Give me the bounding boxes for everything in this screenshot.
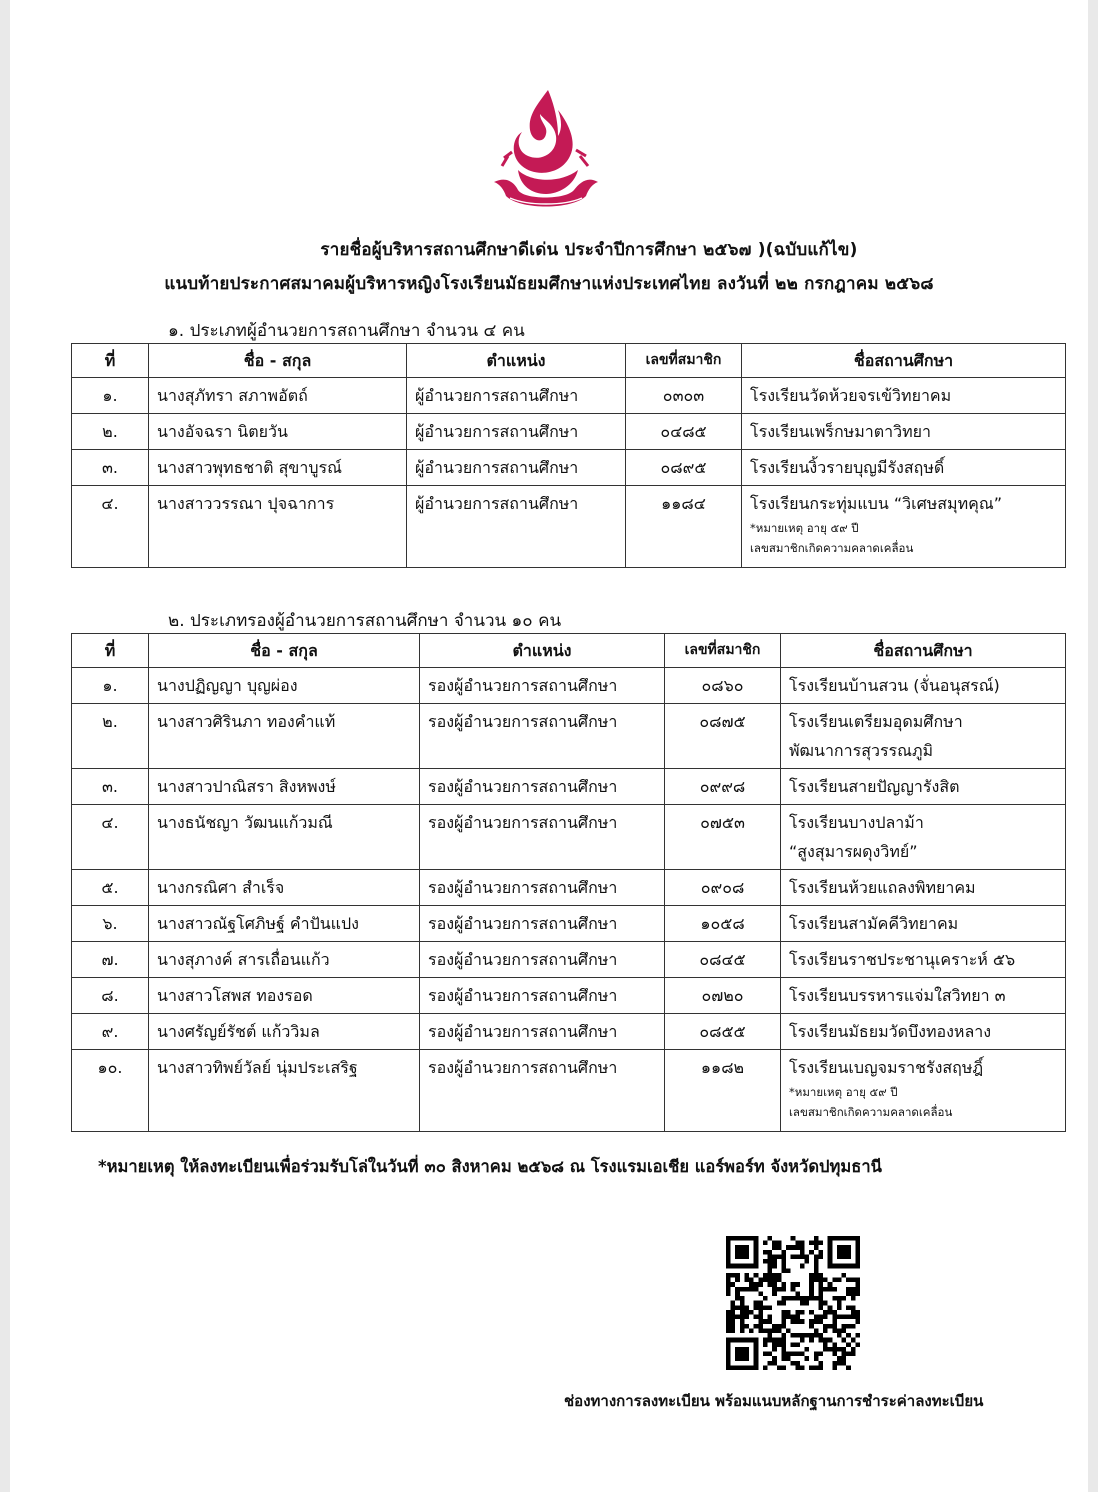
col-member: เลขที่สมาชิก: [665, 634, 781, 668]
table-row: ๑. นางปฏิญญา บุญผ่อง รองผู้อำนวยการสถานศึกษา ๐๘๖๐ โรงเรียนบ้านสวน (จั่นอนุสรณ์): [72, 668, 1066, 704]
table-row: ๕. นางกรณิศา สำเร็จ รองผู้อำนวยการสถานศึกษา ๐๙๐๘ โรงเรียนห้วยแถลงพิทยาคม: [72, 870, 1066, 906]
member-note: เลขสมาชิกเกิดความคลาดเคลื่อน: [750, 541, 914, 555]
table-header-row: [72, 344, 1066, 378]
section2-heading: ๒. ประเภทรองผู้อำนวยการสถานศึกษา จำนวน ๑๐ คน: [168, 611, 562, 631]
table-row: ๔. นางสาววรรณา ปุจฉาการ ผู้อำนวยการสถานศึกษา ๑๑๘๔ โรงเรียนกระทุ่มแบน “วิเศษสมุทคุณ” *หมายเหตุ อายุ ๕๙ ปี เลขสมาชิกเกิดความคลาดเคลื่อน: [72, 486, 1066, 568]
col-school: ชื่อสถานศึกษา: [742, 344, 1066, 378]
col-no: ที่: [72, 344, 149, 378]
registration-note: *หมายเหตุ ให้ลงทะเบียนเพื่อร่วมรับโล่ในวันที่ ๓๐ สิงหาคม ๒๕๖๘ ณ โรงแรมเอเชีย แอร์พอร์ท จังหวัดปทุมธานี: [98, 1157, 882, 1176]
table-row: ๑. นางสุภัทรา สภาพอัตถ์ ผู้อำนวยการสถานศึกษา ๐๓๐๓ โรงเรียนวัดห้วยจรเข้วิทยาคม: [72, 378, 1066, 414]
table-row: ๒. นางอัจฉรา นิตยวัน ผู้อำนวยการสถานศึกษา ๐๔๘๕ โรงเรียนเพร็กษมาตาวิทยา: [72, 414, 1066, 450]
col-no: ที่: [72, 634, 149, 668]
principal-table: [71, 343, 1066, 568]
table-row: ๖. นางสาวณัฐโศภิษฐ์ คำปันแปง รองผู้อำนวยการสถานศึกษา ๑๐๕๘ โรงเรียนสามัคคีวิทยาคม: [72, 906, 1066, 942]
association-logo: [488, 86, 603, 214]
col-name: ชื่อ - สกุล: [149, 344, 407, 378]
qr-caption: ช่องทางการลงทะเบียน พร้อมแนบหลักฐานการชำระค่าลงทะเบียน: [564, 1392, 984, 1410]
school-cell: โรงเรียนกระทุ่มแบน “วิเศษสมุทคุณ” *หมายเหตุ อายุ ๕๙ ปี เลขสมาชิกเกิดความคลาดเคลื่อน: [742, 486, 1066, 568]
school-cell: โรงเรียนบางปลาม้า “สูงสุมารผดุงวิทย์”: [781, 805, 1066, 870]
document-title: รายชื่อผู้บริหารสถานศึกษาดีเด่น ประจำปีการศึกษา ๒๕๖๗ )(ฉบับแก้ไข): [320, 240, 858, 260]
document-page: [10, 0, 1088, 1492]
table-row: ๘. นางสาวโสพส ทองรอด รองผู้อำนวยการสถานศึกษา ๐๗๒๐ โรงเรียนบรรหารแจ่มใสวิทยา ๓: [72, 978, 1066, 1014]
deputy-table: [71, 633, 1066, 1132]
table-header-row: [72, 634, 1066, 668]
col-position: ตำแหน่ง: [420, 634, 665, 668]
school-cell: โรงเรียนเตรียมอุดมศึกษา พัฒนาการสุวรรณภูมิ: [781, 704, 1066, 769]
table-row: ๙. นางศรัญย์รัชต์ แก้ววิมล รองผู้อำนวยการสถานศึกษา ๐๘๕๕ โรงเรียนมัธยมวัดบึงทองหลาง: [72, 1014, 1066, 1050]
document-subtitle: แนบท้ายประกาศสมาคมผู้บริหารหญิงโรงเรียนมัธยมศึกษาแห่งประเทศไทย ลงวันที่ ๒๒ กรกฎาคม ๒๕๖๘: [164, 274, 934, 294]
col-position: ตำแหน่ง: [407, 344, 626, 378]
section1-heading: ๑. ประเภทผู้อำนวยการสถานศึกษา จำนวน ๔ คน: [168, 321, 525, 341]
table-row: ๒. นางสาวศิรินภา ทองคำแท้ รองผู้อำนวยการสถานศึกษา ๐๘๗๕ โรงเรียนเตรียมอุดมศึกษา พัฒนาการสุวรรณภูมิ: [72, 704, 1066, 769]
table-row: ๓. นางสาวปาณิสรา สิงหพงษ์ รองผู้อำนวยการสถานศึกษา ๐๙๙๘ โรงเรียนสายปัญญารังสิต: [72, 769, 1066, 805]
col-member: เลขที่สมาชิก: [626, 344, 742, 378]
table-row: ๗. นางสุภางค์ สารเถื่อนแก้ว รองผู้อำนวยการสถานศึกษา ๐๘๔๕ โรงเรียนราชประชานุเคราะห์ ๕๖: [72, 942, 1066, 978]
qr-code-icon[interactable]: [726, 1236, 860, 1370]
school-cell: โรงเรียนเบญจมราชรังสฤษฎิ์ *หมายเหตุ อายุ ๕๙ ปี เลขสมาชิกเกิดความคลาดเคลื่อน: [781, 1050, 1066, 1132]
age-note: *หมายเหตุ อายุ ๕๙ ปี: [789, 1085, 898, 1099]
table-row: ๓. นางสาวพุทธชาติ สุขาบูรณ์ ผู้อำนวยการสถานศึกษา ๐๘๙๕ โรงเรียนงิ้วรายบุญมีรังสฤษดิ์: [72, 450, 1066, 486]
col-school: ชื่อสถานศึกษา: [781, 634, 1066, 668]
table-row: ๔. นางธนัชญา วัฒนแก้วมณี รองผู้อำนวยการสถานศึกษา ๐๗๕๓ โรงเรียนบางปลาม้า “สูงสุมารผดุงวิทย์”: [72, 805, 1066, 870]
member-note: เลขสมาชิกเกิดความคลาดเคลื่อน: [789, 1105, 953, 1119]
age-note: *หมายเหตุ อายุ ๕๙ ปี: [750, 521, 859, 535]
col-name: ชื่อ - สกุล: [149, 634, 420, 668]
table-row: ๑๐. นางสาวทิพย์วัลย์ นุ่มประเสริฐ รองผู้อำนวยการสถานศึกษา ๑๑๘๒ โรงเรียนเบญจมราชรังสฤษฎิ์ *หมายเหตุ อายุ ๕๙ ปี เลขสมาชิกเกิดความคลาดเคลื่อน: [72, 1050, 1066, 1132]
